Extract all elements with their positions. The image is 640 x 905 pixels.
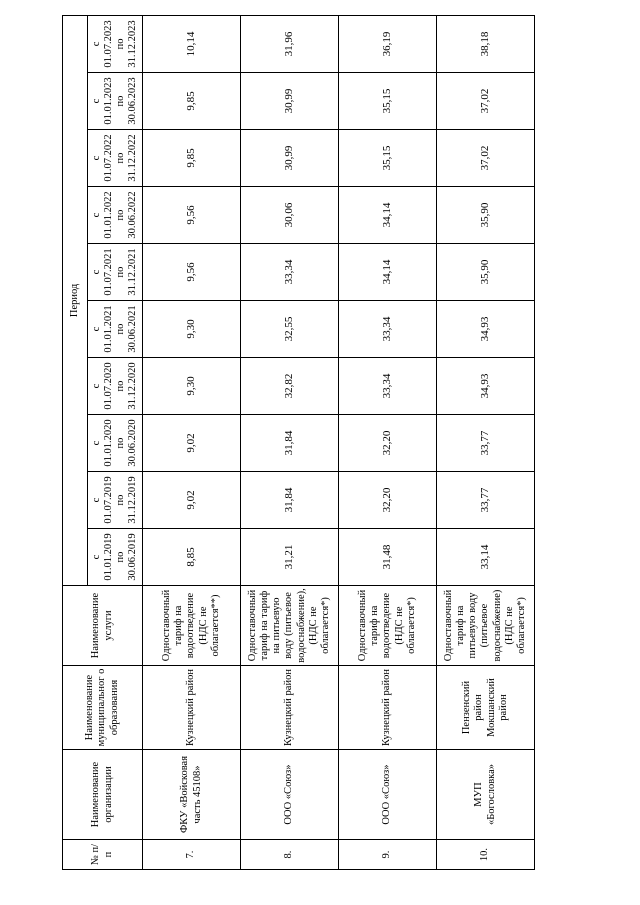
tariff-value: 31,96 [241, 15, 339, 72]
row-num: 8. [241, 840, 339, 870]
tariff-table [62, 15, 535, 870]
row-num: 10. [437, 840, 535, 870]
tariff-value: 30,99 [241, 130, 339, 187]
row-org: ООО «Союз» [339, 750, 437, 840]
tariff-value: 31,48 [339, 529, 437, 586]
row-municipality: Кузнецкий район [143, 666, 241, 750]
tariff-value: 36,19 [339, 15, 437, 72]
row-municipality: Пензенский район Мокшанский район [437, 666, 535, 750]
period-header: с 01.01.2019 по 30.06.2019 [88, 529, 143, 586]
table-row [241, 15, 339, 869]
table-row [339, 15, 437, 869]
tariff-value: 33,77 [437, 472, 535, 529]
tariff-value: 30,99 [241, 73, 339, 130]
tariff-value: 32,20 [339, 415, 437, 472]
header-org: Наименование организации [63, 750, 143, 840]
tariff-value: 9,56 [143, 187, 241, 244]
tariff-value: 38,18 [437, 15, 535, 72]
period-header: с 01.01.2023 по 30.06.2023 [88, 73, 143, 130]
row-service: Одноставочный тариф на питьевую воду (питьевое водоснабжение) (НДС не облагается*) [437, 586, 535, 666]
tariff-value: 33,34 [339, 358, 437, 415]
tariff-value: 34,14 [339, 244, 437, 301]
tariff-value: 9,56 [143, 244, 241, 301]
tariff-value: 9,85 [143, 73, 241, 130]
period-header: с 01.07.2021 по 31.12.2021 [88, 244, 143, 301]
tariff-value: 34,14 [339, 187, 437, 244]
row-org: ООО «Союз» [241, 750, 339, 840]
tariff-value: 37,02 [437, 73, 535, 130]
period-header: с 01.01.2022 по 30.06.2022 [88, 187, 143, 244]
period-header: с 01.07.2022 по 31.12.2022 [88, 130, 143, 187]
header-service: Наименование услуги [63, 586, 143, 666]
row-num: 9. [339, 840, 437, 870]
tariff-value: 35,90 [437, 244, 535, 301]
row-service: Одноставочный тариф на тариф на питьевую воду (питьевое водоснабжение), (НДС не облагается*) [241, 586, 339, 666]
tariff-value: 35,90 [437, 187, 535, 244]
period-header: с 01.01.2020 по 30.06.2020 [88, 415, 143, 472]
tariff-value: 31,84 [241, 415, 339, 472]
rotated-table-wrapper [62, 16, 527, 870]
row-municipality: Кузнецкий район [339, 666, 437, 750]
tariff-value: 35,15 [339, 73, 437, 130]
table-row [437, 15, 535, 869]
tariff-value: 34,93 [437, 358, 535, 415]
tariff-value: 35,15 [339, 130, 437, 187]
table-header-row [63, 15, 88, 869]
header-num: № п/п [63, 840, 143, 870]
tariff-value: 32,55 [241, 301, 339, 358]
tariff-value: 9,85 [143, 130, 241, 187]
row-org: МУП «Богословка» [437, 750, 535, 840]
table-row [143, 15, 241, 869]
header-period: Период [63, 15, 88, 585]
tariff-value: 30,06 [241, 187, 339, 244]
period-header: с 01.07.2020 по 31.12.2020 [88, 358, 143, 415]
tariff-value: 9,30 [143, 358, 241, 415]
tariff-value: 32,20 [339, 472, 437, 529]
tariff-value: 9,02 [143, 472, 241, 529]
tariff-value: 9,30 [143, 301, 241, 358]
row-num: 7. [143, 840, 241, 870]
tariff-value: 31,84 [241, 472, 339, 529]
tariff-value: 33,77 [437, 415, 535, 472]
row-municipality: Кузнецкий район [241, 666, 339, 750]
period-header: с 01.07.2023 по 31.12.2023 [88, 15, 143, 72]
tariff-value: 33,34 [241, 244, 339, 301]
tariff-value: 9,02 [143, 415, 241, 472]
tariff-value: 31,21 [241, 529, 339, 586]
row-service: Одноставочный тариф на водоотведение (НДС не облагается*) [339, 586, 437, 666]
tariff-value: 33,34 [339, 301, 437, 358]
tariff-value: 10,14 [143, 15, 241, 72]
header-municipality: Наименование муниципальног о образования [63, 666, 143, 750]
tariff-value: 33,14 [437, 529, 535, 586]
row-org: ФКУ «Войсковая часть 45108» [143, 750, 241, 840]
tariff-value: 34,93 [437, 301, 535, 358]
tariff-value: 32,82 [241, 358, 339, 415]
row-service: Одноставочный тариф на водоотведение (НДС не облагается**) [143, 586, 241, 666]
period-header: с 01.01.2021 по 30.06.2021 [88, 301, 143, 358]
period-header: с 01.07.2019 по 31.12.2019 [88, 472, 143, 529]
tariff-value: 37,02 [437, 130, 535, 187]
tariff-value: 8,85 [143, 529, 241, 586]
